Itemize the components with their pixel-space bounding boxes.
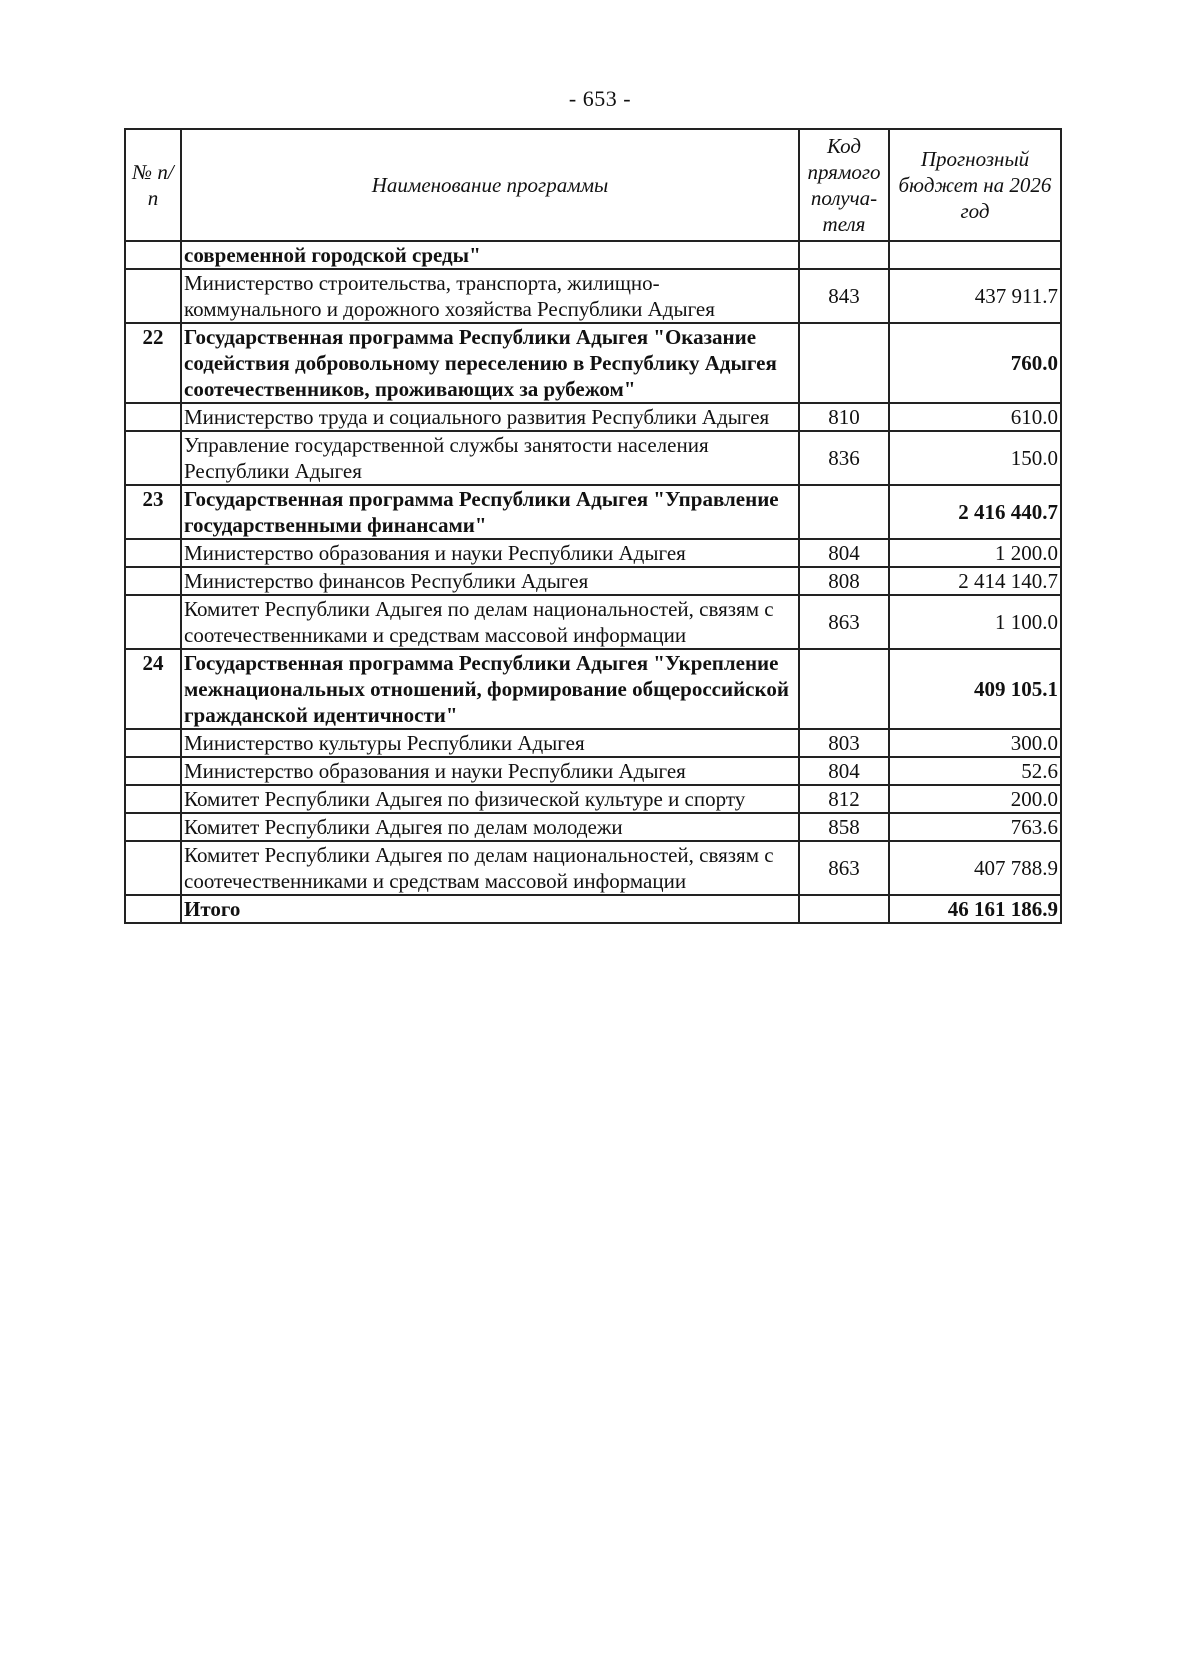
- row-num: [125, 403, 181, 431]
- row-name: Министерство культуры Республики Адыгея: [181, 729, 799, 757]
- row-num: 23: [125, 485, 181, 539]
- row-code: 812: [799, 785, 889, 813]
- row-num: [125, 595, 181, 649]
- row-num: [125, 895, 181, 923]
- table-row: [125, 539, 1061, 567]
- row-name: Управление государственной службы занятости населения Республики Адыгея: [181, 431, 799, 485]
- table-row: [125, 757, 1061, 785]
- row-code: [799, 649, 889, 729]
- row-num: [125, 431, 181, 485]
- row-code: 803: [799, 729, 889, 757]
- table-row: [125, 785, 1061, 813]
- row-name: Комитет Республики Адыгея по делам национальностей, связям с соотечественниками и средствам массовой информации: [181, 595, 799, 649]
- row-budget: 763.6: [889, 813, 1061, 841]
- header-budget: Прогнозный бюджет на 2026 год: [889, 129, 1061, 241]
- row-budget: 150.0: [889, 431, 1061, 485]
- row-num: [125, 785, 181, 813]
- row-num: [125, 269, 181, 323]
- row-code: 836: [799, 431, 889, 485]
- header-code: Код прямого получа-теля: [799, 129, 889, 241]
- row-budget: 2 414 140.7: [889, 567, 1061, 595]
- row-num: [125, 567, 181, 595]
- row-code: 808: [799, 567, 889, 595]
- row-budget: 760.0: [889, 323, 1061, 403]
- row-budget: 437 911.7: [889, 269, 1061, 323]
- row-num: [125, 241, 181, 269]
- table-row: [125, 729, 1061, 757]
- total-budget: 46 161 186.9: [889, 895, 1061, 923]
- table-row: [125, 269, 1061, 323]
- row-budget: 2 416 440.7: [889, 485, 1061, 539]
- budget-table: [124, 128, 1062, 924]
- row-code: 804: [799, 757, 889, 785]
- row-code: [799, 241, 889, 269]
- row-code: [799, 485, 889, 539]
- row-name: Министерство строительства, транспорта, жилищно-коммунального и дорожного хозяйства Республики Адыгея: [181, 269, 799, 323]
- row-num: [125, 539, 181, 567]
- row-num: 22: [125, 323, 181, 403]
- table-row: [125, 813, 1061, 841]
- row-budget: 200.0: [889, 785, 1061, 813]
- row-name: Комитет Республики Адыгея по физической культуре и спорту: [181, 785, 799, 813]
- row-budget: 52.6: [889, 757, 1061, 785]
- row-code: 858: [799, 813, 889, 841]
- table-row: [125, 403, 1061, 431]
- row-budget: 407 788.9: [889, 841, 1061, 895]
- row-name: современной городской среды": [181, 241, 799, 269]
- page-number: - 653 -: [568, 86, 632, 111]
- row-name: Министерство финансов Республики Адыгея: [181, 567, 799, 595]
- row-name: Министерство образования и науки Республики Адыгея: [181, 539, 799, 567]
- total-row: [125, 895, 1061, 923]
- row-num: [125, 841, 181, 895]
- row-name: Комитет Республики Адыгея по делам национальностей, связям с соотечественниками и средствам массовой информации: [181, 841, 799, 895]
- table-row: [125, 567, 1061, 595]
- table-row: [125, 649, 1061, 729]
- row-name: Министерство труда и социального развития Республики Адыгея: [181, 403, 799, 431]
- header-name: Наименование программы: [181, 129, 799, 241]
- table-row: [125, 841, 1061, 895]
- row-name: Министерство образования и науки Республики Адыгея: [181, 757, 799, 785]
- row-name: Государственная программа Республики Адыгея "Укрепление межнациональных отношений, формирование общероссийской гражданской идентичности": [181, 649, 799, 729]
- row-num: [125, 813, 181, 841]
- row-name: Комитет Республики Адыгея по делам молодежи: [181, 813, 799, 841]
- row-budget: 300.0: [889, 729, 1061, 757]
- row-name: Государственная программа Республики Адыгея "Управление государственными финансами": [181, 485, 799, 539]
- row-budget: 1 200.0: [889, 539, 1061, 567]
- table-header-row: [125, 129, 1061, 241]
- table-row: [125, 431, 1061, 485]
- row-name: Государственная программа Республики Адыгея "Оказание содействия добровольному переселению в Республику Адыгея соотечественников, проживающих за рубежом": [181, 323, 799, 403]
- row-budget: 610.0: [889, 403, 1061, 431]
- table-row: [125, 241, 1061, 269]
- row-budget: 1 100.0: [889, 595, 1061, 649]
- header-num: № п/п: [125, 129, 181, 241]
- row-code: [799, 895, 889, 923]
- total-label: Итого: [181, 895, 799, 923]
- row-code: 863: [799, 595, 889, 649]
- row-budget: [889, 241, 1061, 269]
- row-code: 863: [799, 841, 889, 895]
- table-row: [125, 485, 1061, 539]
- row-code: 843: [799, 269, 889, 323]
- row-num: [125, 757, 181, 785]
- row-num: 24: [125, 649, 181, 729]
- row-num: [125, 729, 181, 757]
- table-row: [125, 323, 1061, 403]
- row-code: [799, 323, 889, 403]
- table-row: [125, 595, 1061, 649]
- row-budget: 409 105.1: [889, 649, 1061, 729]
- row-code: 804: [799, 539, 889, 567]
- row-code: 810: [799, 403, 889, 431]
